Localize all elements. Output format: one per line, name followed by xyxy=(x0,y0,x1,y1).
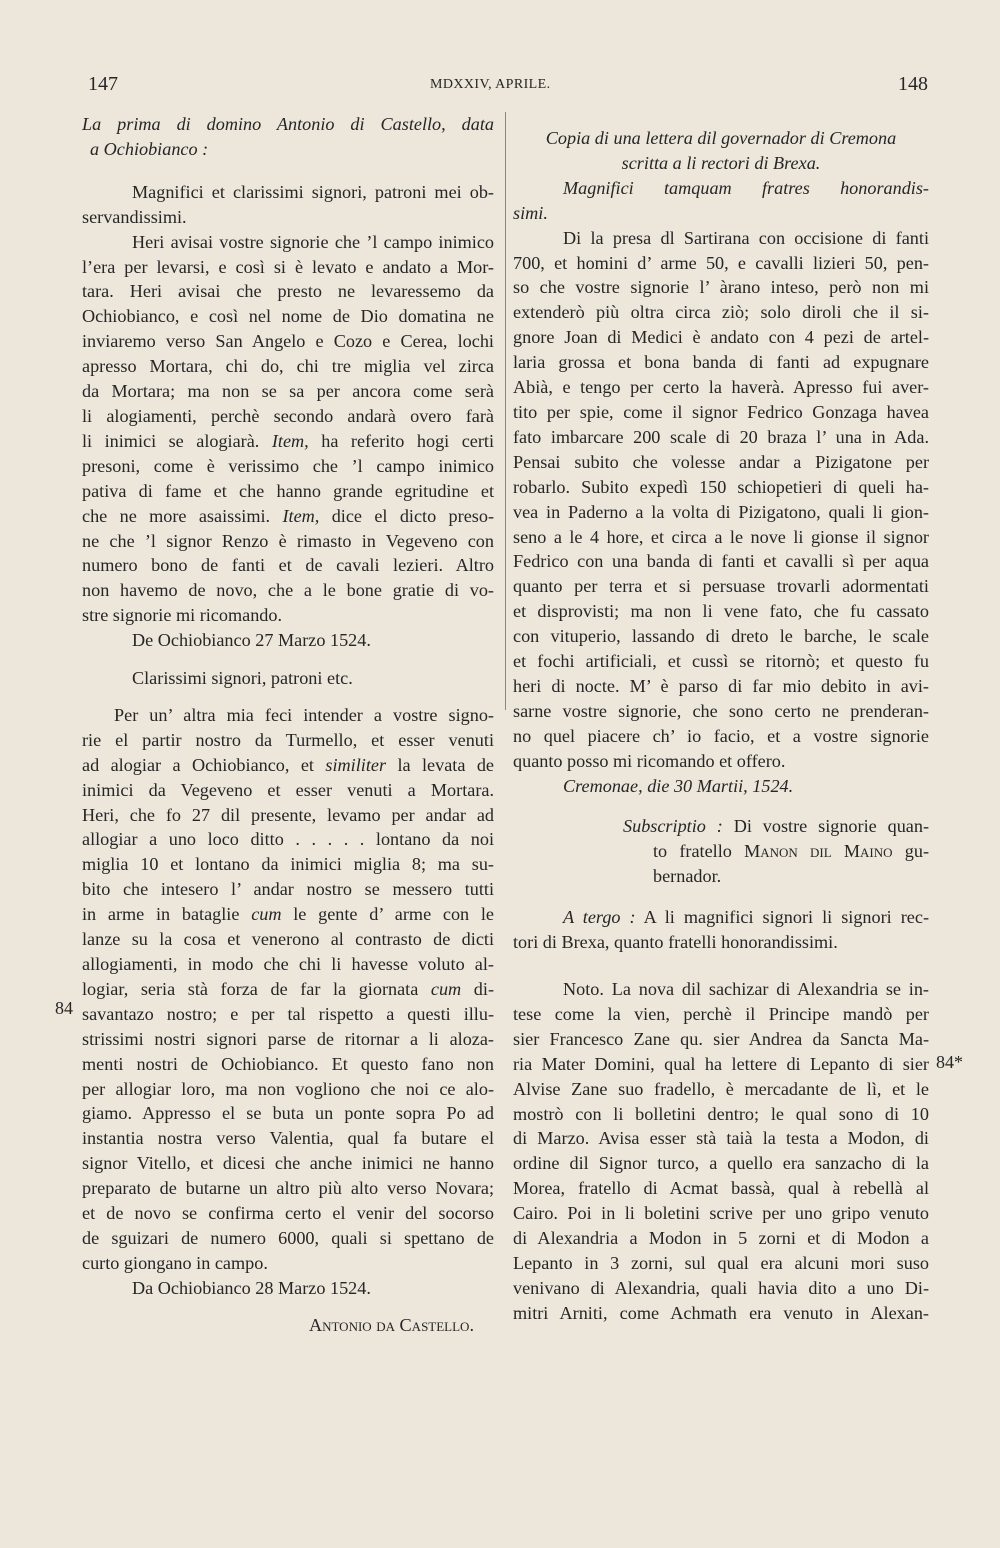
text-line: curto giongano in campo. xyxy=(82,1252,268,1273)
text-line: stre signorie mi ricomando. xyxy=(82,605,283,626)
text-segment: Di vostre signorie quan- xyxy=(733,816,930,837)
spacer xyxy=(513,889,929,905)
text-line: vea in Paderno a la volta di Pizigatono, quali li gion- xyxy=(513,501,929,522)
text-line: ordine dil Signor turco, a quello era sanzacho di la xyxy=(513,1153,929,1174)
subscription-line xyxy=(513,839,929,864)
spacer xyxy=(513,798,929,814)
letter-heading: Copia di una lettera dil governador di Cremona xyxy=(545,128,897,148)
italic-word: Item, xyxy=(282,505,320,526)
text-segment: le gente d’ arme con le xyxy=(293,904,495,925)
text-line: di Marzo. Avisa esser stà taià la testa a Modon, di xyxy=(513,1128,929,1149)
text-line: lanze su la cosa et venerono al contrasto de dicti xyxy=(82,929,494,950)
text-line: Alvise Zane suo fradello, è mercadante de lì, et le xyxy=(513,1078,929,1099)
text-line: no quel piacere ch’ io facio, et a vostre signorie xyxy=(513,725,929,746)
text-line: gnore Joan di Medici è andato con 4 pezi de artel- xyxy=(513,327,929,348)
italic-word: cum xyxy=(430,978,462,999)
text-line: Heri avisai vostre signorie che ’l campo inimico xyxy=(132,231,494,252)
spacer xyxy=(82,691,494,703)
text-line: Morea, fratello di Acmat bassà, qual à rebellà al xyxy=(513,1178,929,1199)
text-line: da Mortara; ma non se sa per ancora come serà xyxy=(82,381,494,402)
text-line xyxy=(82,753,494,778)
subscription-line: bernador. xyxy=(653,866,722,887)
salutation-2: Clarissimi signori, patroni etc. xyxy=(132,668,353,689)
right-margin-note: 84* xyxy=(936,1052,963,1072)
paragraph-1 xyxy=(513,226,929,774)
text-line: preparato de butarne un altro più alto verso Novara; xyxy=(82,1178,494,1199)
text-segment: in arme in bataglie xyxy=(82,904,240,925)
text-line: strissimi nostri signori parse de ritornar a li aloza- xyxy=(82,1028,494,1049)
subscription-label: Subscriptio : xyxy=(623,816,723,837)
left-column xyxy=(82,112,494,1338)
left-page-number: 147 xyxy=(88,73,118,95)
text-line: et de novo se confirma certo el venir del socorso xyxy=(82,1203,494,1224)
text-line: et disprovisti; ma non li vene fato, che fu cassato xyxy=(513,601,929,622)
text-line xyxy=(82,429,494,454)
address-line: tori di Brexa, quanto fratelli honorandissimi. xyxy=(513,932,838,953)
text-line: venivano di Alexandria, quali havia dito a uno Di- xyxy=(513,1277,929,1298)
salutation: Magnifici et clarissimi signori, patroni mei ob- xyxy=(132,181,494,202)
dateline: De Ochiobianco 27 Marzo 1524. xyxy=(132,630,371,651)
text-segment: di- xyxy=(473,978,495,999)
text-line: laria grossa et bona banda di fanti ad expugnare xyxy=(513,352,929,373)
text-line: tito per spie, come il signor Fedrico Gonzaga havea xyxy=(513,401,929,422)
text-segment: li inimici se alogiarà. xyxy=(82,430,260,451)
running-header xyxy=(0,73,1000,103)
spacer xyxy=(82,1301,494,1313)
text-line: seno a le 4 hore, et circa a le nove li gionse il signor xyxy=(513,526,929,547)
text-line: robarlo. Subito expedì 150 schiopetieri di queli ha- xyxy=(513,476,929,497)
italic-word: cum xyxy=(251,904,282,925)
text-segment: gu- xyxy=(904,841,929,862)
text-line: pativa di fame et che hanno grande egritudine et xyxy=(82,480,494,501)
text-line: Di la presa dl Sartirana con occisione di fanti xyxy=(563,227,929,248)
text-line: signor Vitello, et dicesi che anche inimici ne hanno xyxy=(82,1153,494,1174)
letter-heading-cont: scritta a li rectori di Brexa. xyxy=(621,152,821,173)
text-line: ria Mater Domini, qual ha lettere di Lepanto di sier xyxy=(513,1053,929,1074)
text-line: presoni, come è verissimo che ’l campo inimico xyxy=(82,455,494,476)
text-line: ne che ’l signor Renzo è rimasto in Vegeveno con xyxy=(82,530,494,551)
italic-word: Item, xyxy=(271,430,309,451)
text-line: non havemo de novo, che a le bone gratie di vo- xyxy=(82,580,494,601)
text-line: quanto per terra et si persuase trovarli adormentati xyxy=(513,576,929,597)
salutation-cont: simi. xyxy=(513,202,548,223)
paragraph-1 xyxy=(82,230,494,629)
text-line: rie el partir nostro da Turmello, et esser venuti xyxy=(82,729,494,750)
text-line: allogiamenti, in modo che chi li havesse voluto al- xyxy=(82,954,494,974)
spacer xyxy=(82,162,494,180)
text-line: heri di nocte. M’ è parso di far mio debito in avi- xyxy=(513,675,929,696)
address-block xyxy=(513,905,929,955)
text-line: inimici da Vegeveno et esser venuti a Mortara. xyxy=(82,779,494,800)
text-line: apresso Mortara, chi do, chi tre miglia vel zirca xyxy=(82,356,494,377)
text-line: et fochi artificiali, et cussì se ritornò; et questo fu xyxy=(513,651,929,672)
text-line: Cairo. Poi in li boletini scrive per uno gripo venuto xyxy=(513,1203,929,1224)
text-line: Noto. La nova dil sachizar di Alexandria se in- xyxy=(563,979,929,999)
text-segment: ad alogiar a Ochiobianco, et xyxy=(82,754,314,775)
note-paragraph xyxy=(513,977,929,1326)
text-line: Ochiobianco, e così nel nome de Dio domatina ne xyxy=(82,306,494,327)
text-segment: ha referito hogi certi xyxy=(321,430,495,451)
text-segment: che ne more asaissimi. xyxy=(82,505,271,526)
text-line: quanto posso mi ricomando et offero. xyxy=(513,750,786,771)
column-divider xyxy=(505,112,506,710)
text-line: menti nostri de Ochiobianco. Et questo fano non xyxy=(82,1053,494,1074)
text-line: tara. Heri avisai che presto ne levaressemo da xyxy=(82,281,494,302)
address-label: A tergo : xyxy=(563,907,636,928)
signature: Antonio da Castello. xyxy=(308,1314,474,1335)
text-line xyxy=(82,902,494,927)
right-column xyxy=(513,112,929,1326)
text-line: l’era per levarsi, e così si è levato e andato a Mor- xyxy=(82,256,494,277)
text-line: extenderò più oltra circa ziò; solo diroli che il si- xyxy=(513,302,929,323)
text-line: numero bono de fanti et de cavali lezieri. Altro xyxy=(82,555,494,576)
text-line: miglia 10 et lontano da inimici miglia 8; ma su- xyxy=(82,854,494,875)
text-line: tese come la vien, perchè il Principe mandò per xyxy=(513,1003,929,1024)
right-page-number: 148 xyxy=(898,73,928,95)
text-line: con vituperio, lassando di dreto le barche, le scale xyxy=(513,626,929,647)
spacer xyxy=(513,112,929,126)
text-line: 700, et homini d’ arme 50, e cavalli lizieri 50, pen- xyxy=(513,252,929,273)
text-segment: to fratello xyxy=(653,841,732,862)
letter-heading-cont: a Ochiobianco : xyxy=(90,138,209,159)
salutation-cont: servandissimi. xyxy=(82,206,187,227)
signatory-name: Manon dil Maino xyxy=(744,841,893,862)
text-line: Fedrico con una banda di fanti et cavalli sì per aqua xyxy=(513,551,929,572)
text-line: allogiar a uno loco ditto . . . . . lontano da noi xyxy=(82,829,494,850)
text-line: Lepanto in 3 zorni, sul qual era alcuni mori suso xyxy=(513,1252,929,1273)
text-line xyxy=(82,504,494,529)
text-line: Abià, e tengo per certo la haverà. Apresso fui aver- xyxy=(513,377,929,398)
spacer xyxy=(513,955,929,977)
text-line: de sguizari de numero 6000, quali si spettano de xyxy=(82,1227,494,1248)
paragraph-2 xyxy=(82,703,494,1276)
text-line: li alogiamenti, perchè secondo andarà overo farà xyxy=(82,405,494,426)
dateline: Cremonae, die 30 Martii, 1524. xyxy=(563,775,794,796)
text-line: savantazo nostro; e per tal rispetto a questi illu- xyxy=(82,1003,494,1024)
text-line: so che vostre signorie l’ àrano inteso, però non mi xyxy=(513,277,929,298)
running-title: MDXXIV, APRILE. xyxy=(430,77,551,92)
text-line: di Alexandria a Modon in 5 zorni et di Modon a xyxy=(513,1228,929,1249)
text-line: mitri Arniti, come Achmath era venuto in Alexan- xyxy=(513,1302,929,1323)
dateline: Da Ochiobianco 28 Marzo 1524. xyxy=(132,1277,371,1298)
text-segment: logiar, seria stà forza de far la giornata xyxy=(82,978,419,999)
text-segment: A li magnifici signori li signori rec- xyxy=(643,907,929,928)
subscription-block xyxy=(513,814,929,889)
address-line xyxy=(513,905,929,930)
text-line: Pensai subito che volesse andar a Pizigatone per xyxy=(513,451,929,472)
text-line: fato imbarcare 200 scale di 20 braza l’ una in Ada. xyxy=(513,426,929,447)
text-line: instantia nostra verso Valentia, qual fa butare el xyxy=(82,1128,494,1149)
text-line: per allogiar loro, ma non vogliono che noi ce alo- xyxy=(82,1078,494,1099)
letter-heading: La prima di domino Antonio di Castello, data xyxy=(82,114,494,134)
text-line: Per un’ altra mia feci intender a vostre signo- xyxy=(114,704,494,725)
text-line: Heri, che fo 27 dil presente, levamo per andar ad xyxy=(82,804,494,825)
text-line: sier Francesco Zane qu. sier Andrea da Sancta Ma- xyxy=(513,1028,929,1049)
text-line: sarne vostre signorie, che sono certo ne prenderan- xyxy=(513,700,929,721)
text-line: mostrò con li bolletini dentro; le qual sono di 10 xyxy=(513,1103,929,1124)
salutation: Magnifici tamquam fratres honorandis- xyxy=(563,177,929,198)
text-segment: dice el dicto preso- xyxy=(331,505,494,526)
left-margin-note: 84 xyxy=(55,998,73,1018)
italic-word: similiter xyxy=(325,754,387,775)
text-segment: la levata de xyxy=(397,754,495,775)
subscription-line xyxy=(513,814,929,839)
text-line: bito che intesero l’ andar nostro se messero tutti xyxy=(82,879,494,900)
text-line: inviaremo verso San Angelo e Cozo e Cerea, lochi xyxy=(82,331,494,352)
text-line xyxy=(82,977,494,1002)
text-line: giamo. Appresso el se buta un ponte sopra Po ad xyxy=(82,1103,494,1124)
spacer xyxy=(82,653,494,666)
